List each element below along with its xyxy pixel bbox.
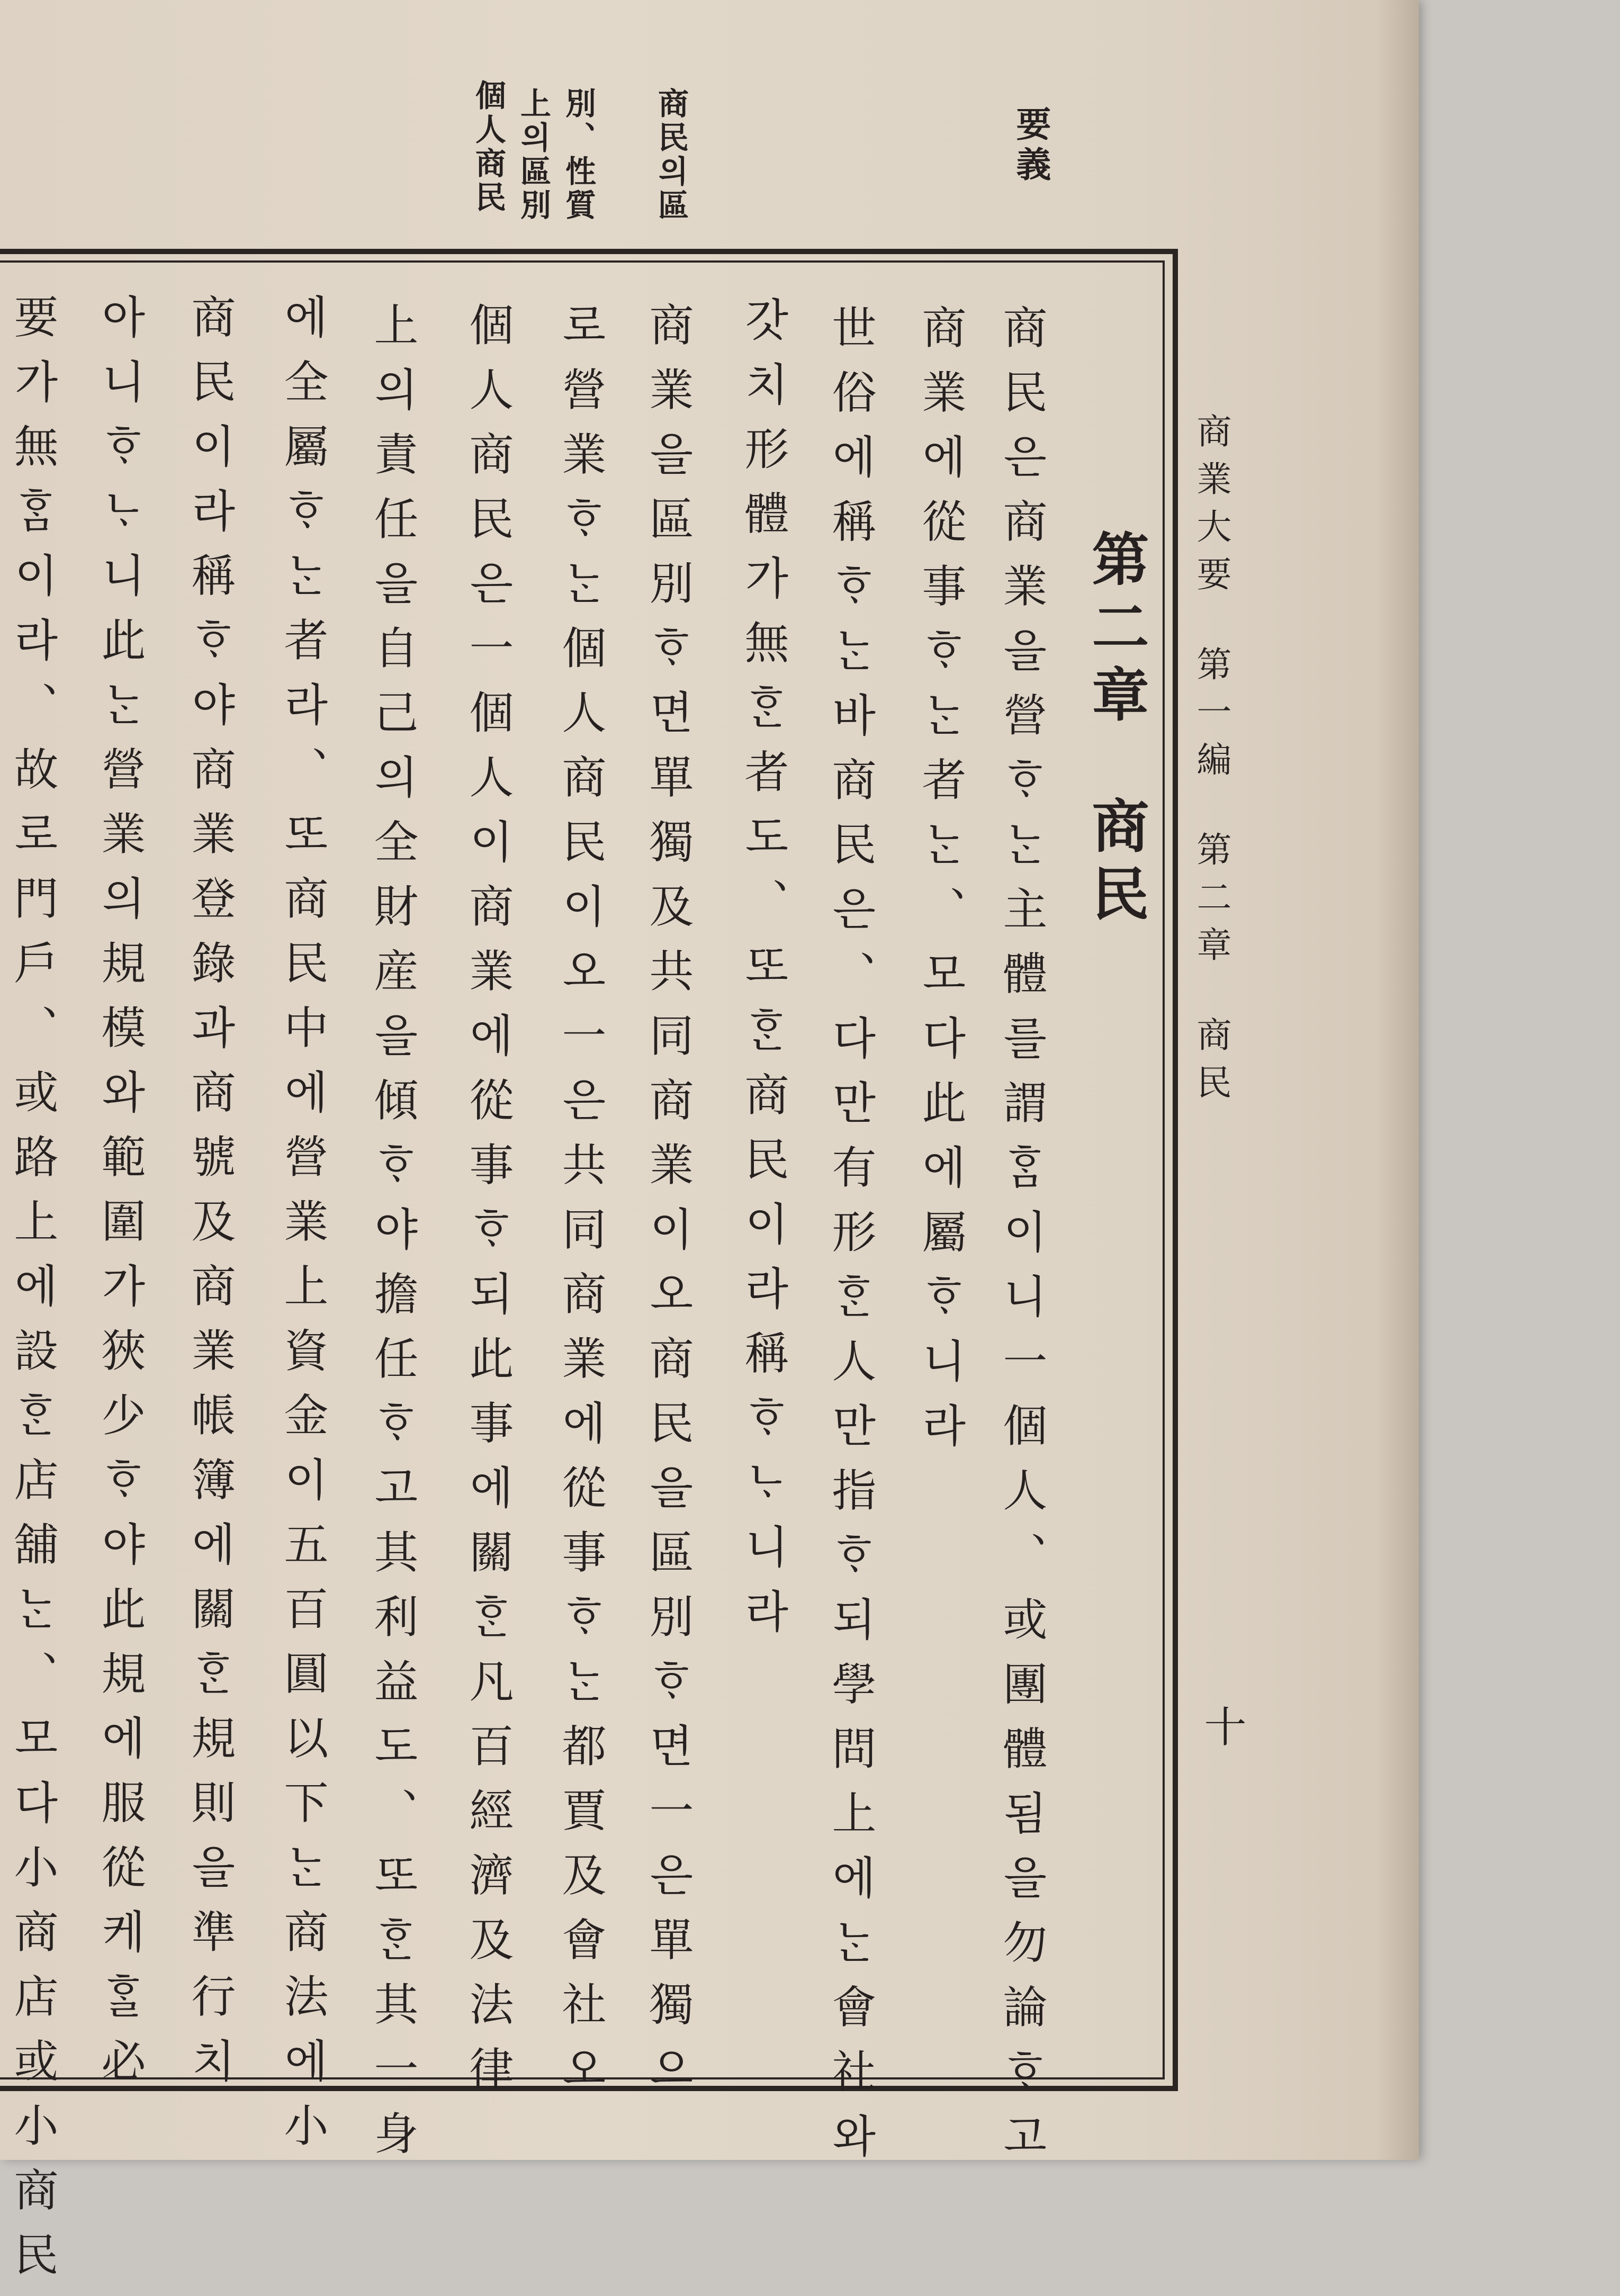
marginal-label: 要義 xyxy=(1010,106,1051,186)
running-header-chapter: 第二章 xyxy=(1191,831,1231,974)
page-number: 十 xyxy=(1197,1705,1246,1747)
body-column-9: 에全屬ᄒᆞᄂᆞᆫ者라、또商民中에營業上資金이五百圓以下ᄂᆞᆫ商法에小 xyxy=(277,294,329,2167)
body-column-7: 個人商民은一個人이商業에從事ᄒᆞ되此事에關ᄒᆞᆫ凡百經濟及法律 xyxy=(462,302,514,2110)
marginal-note-2: 別、性質 xyxy=(560,87,596,223)
marginal-note-3: 上의區別 xyxy=(515,87,551,223)
running-header xyxy=(1186,413,1236,1112)
running-header-title: 商民 xyxy=(1191,1016,1231,1112)
running-header-part: 第一編 xyxy=(1191,646,1231,789)
marginal-note-1: 商民의區 xyxy=(653,87,689,223)
body-column-8: 上의責任을自己의全財産을傾ᄒᆞ야擔任ᄒᆞ고其利益도、또ᄒᆞᆫ其一身 xyxy=(367,302,419,2175)
body-column-1: 商民은商業을營ᄒᆞᄂᆞᆫ主體를謂ᄒᆞᆷ이니一個人、或團體됨을勿論ᄒᆞ고 xyxy=(996,304,1048,2177)
body-column-11: 아니ᄒᆞᄂᆞ니此ᄂᆞᆫ營業의規模와範圍가狹少ᄒᆞ야此規에服從케ᄒᆞᆯ必 xyxy=(94,294,146,2102)
body-column-5: 商業을區別ᄒᆞ면單獨及共同商業이오商民을區別ᄒᆞ면一은單獨으 xyxy=(642,302,694,2110)
chapter-title: 商民 xyxy=(1082,796,1149,932)
body-column-10: 商民이라稱ᄒᆞ야商業登錄과商號及商業帳簿에關ᄒᆞᆫ規則을準行치 xyxy=(184,294,236,2102)
marginal-note-4: 個人商民 xyxy=(470,79,506,215)
page-edge-shadow xyxy=(1376,0,1419,2160)
running-header-book: 商業大要 xyxy=(1191,413,1231,604)
body-column-2: 商業에從事ᄒᆞᄂᆞᆫ者ᄂᆞᆫ、모다此에屬ᄒᆞ니라 xyxy=(915,304,967,1467)
body-column-12: 要가無ᄒᆞᆷ이라、故로門戶、或路上에設ᄒᆞᆫ店舖ᄂᆞᆫ、모다小商店或小商民 xyxy=(7,294,59,2296)
chapter-heading xyxy=(1075,529,1157,932)
body-column-6: 로營業ᄒᆞᄂᆞᆫ個人商民이오一은共同商業에從事ᄒᆞᄂᆞᆫ都賈及會社오 xyxy=(555,302,607,2110)
body-column-4: 갓치形體가無ᄒᆞᆫ者도、또ᄒᆞᆫ商民이라稱ᄒᆞᄂᆞ니라 xyxy=(737,296,789,1653)
body-column-3: 世俗에稱ᄒᆞᄂᆞᆫ바商民은、다만有形ᄒᆞᆫ人만指ᄒᆞ되學問上에ᄂᆞᆫ會社와 xyxy=(825,304,877,2177)
chapter-number: 第二章 xyxy=(1082,529,1149,733)
